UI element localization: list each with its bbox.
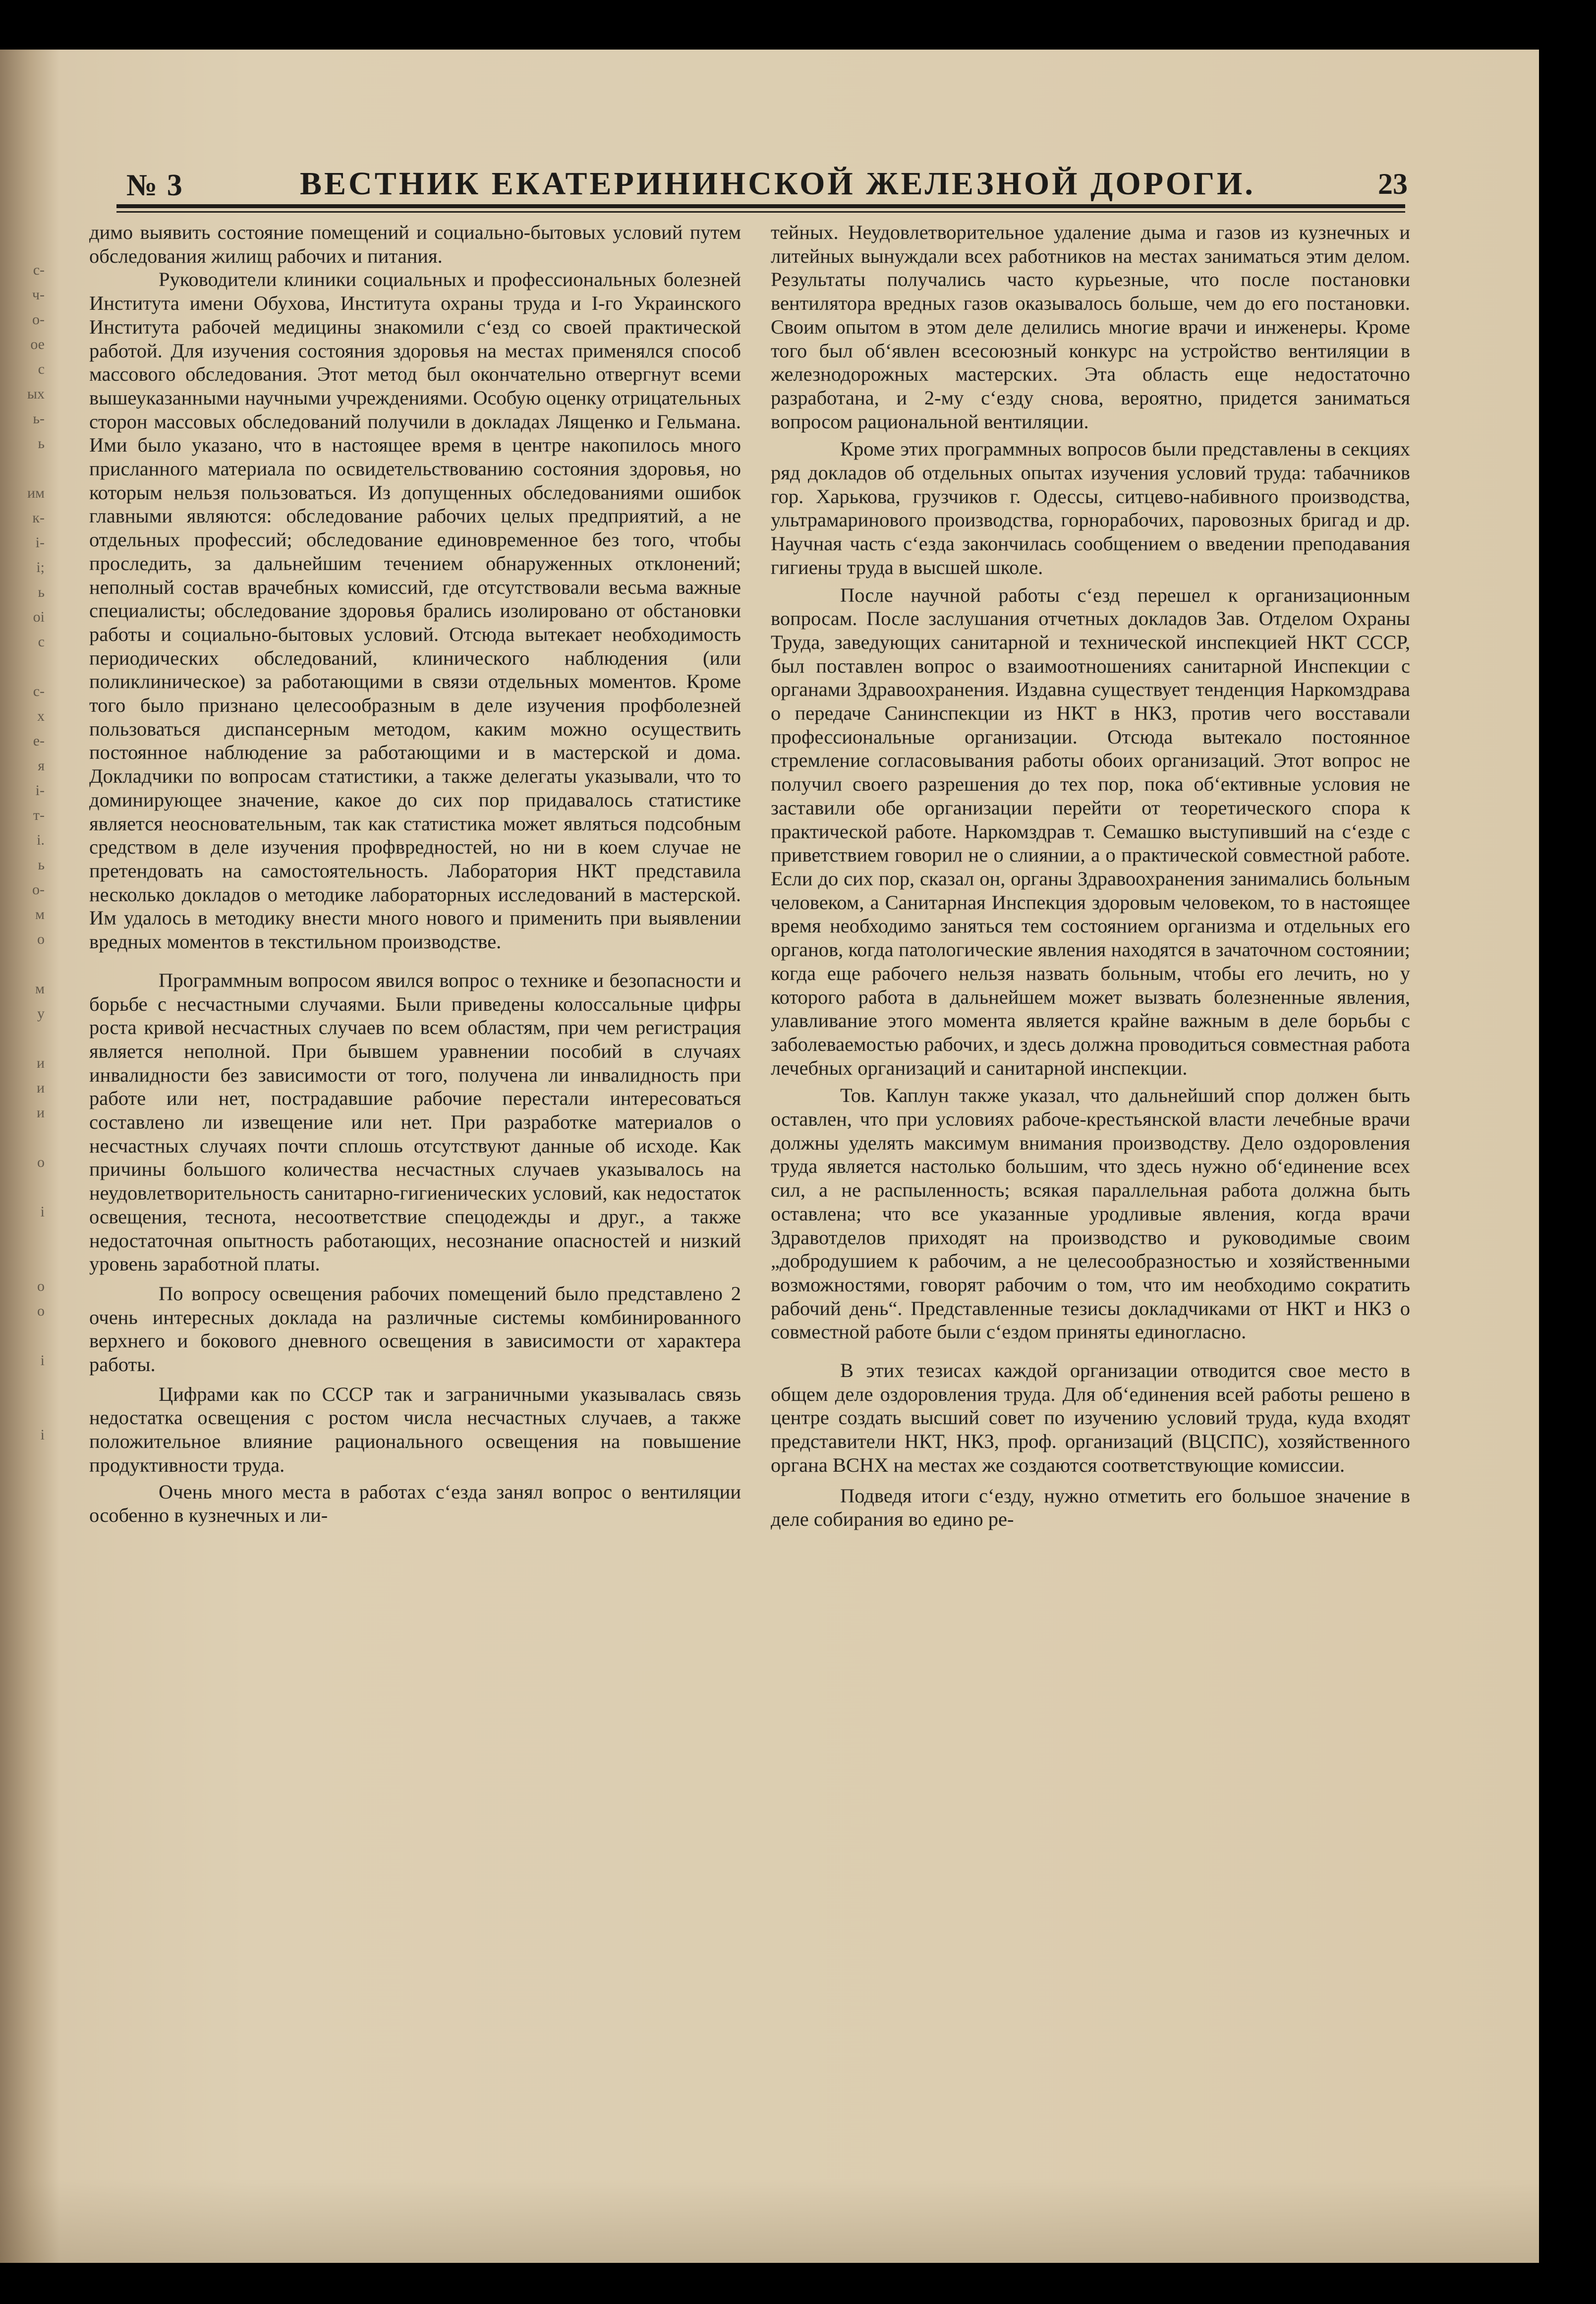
issue-number: № 3 (126, 169, 183, 202)
paragraph: Руководители клиники социальных и профессиональных болезней Института имени Обухова, Института охраны труда и I-го Украинского Института рабочей медицины знакомили с‘езд со своей практической работой. Для изучения состояния здоровья на местах применялся способ массового обследования. Этот метод был окончательно отвергнут всеми вышеуказанными научными учреждениями. Особую оценку отрицательных сторон массовых обследований получили в докладах Лященко и Гельмана. Ими было указано, что в настоящее время в центре накопилось много присланного материала по освидетельствованию состояния здоровья, но которым нельзя пользоваться. Из допущенных обследованиями ошибок главными являются: обследование рабочих целых предприятий, а не отдельных профессий; обследование единовременное без того, чтобы проследить, за дальнейшим течением обнаруженных отклонений; неполный состав врачебных комиссий, где отсутствовали весьма важные специалисты; обследование здоровья брались изолировано от обстановки работы и социально-бытовых условий. Отсюда вытекает необходимость периодических обследований, клинического наблюдения (или поликлиническое) за работающими в связи отдельных моментов. Кроме того было признано целесообразным в деле изучения профболезней пользоваться диспансерным методом, каким можно осуществить постоянное наблюдение за работающими и в мастерской и дома. Докладчики по вопросам статистики, а также делегаты указывали, что то доминирующее значение, какое до сих пор придавалось статистике является неосновательным, так как статистика может являться подсобным средством в деле изучения профвредностей, но ни в коем случае не претендовать на самостоятельность. Лаборатория НКТ представила несколько докладов о методике лабораторных исследований в мастерской. Им удалось в методику внести много нового и применить при выявлении вредных моментов в текстильном производстве. (89, 268, 741, 953)
paragraph: Цифрами как по СССР так и заграничными указывалась связь недостатка освещения с ростом числа несчастных случаев, а также положительное влияние рационального освещения на повышение продуктивности труда. (89, 1382, 741, 1476)
paragraph: тейных. Неудовлетворительное удаление дыма и газов из кузнечных и литейных вынуждали всех работников на местах заниматься этим делом. Результаты получались часто курьезные, что после постановки вентилятора вредных газов оказывалось больше, чем до его постановки. Своим опытом в этом деле делились многие врачи и инженеры. Кроме того был об‘явлен всесоюзный конкурс на устройство вентиляции в железнодорожных мастерских. Эта область еще недостаточно разработана, и 2-му с‘езду снова, вероятно, придется заниматься вопросом рациональной вентиляции. (771, 221, 1410, 433)
previous-page-edge: с- ч- о- ое с ых ь- ь им к- і- і; ь оі с с- х е- я і- т- і. ь о- м о м у и и и о і о о і і (27, 262, 45, 1443)
paragraph: Программным вопросом явился вопрос о технике и безопасности и борьбе с несчастными случаями. Были приведены колоссальные цифры роста кривой несчастных случаев по всем областям, при чем регистрация является неполной. При бывшем уравнении пособий в случаях инвалидности без зависимости от того, получена ли инвалидность при работе или нет, пострадавшие рабочие перестали интересоваться составлено ли извещение или нет. При разработке материалов о несчастных случаях почти сплошь отсутствуют данные об исходе. Как причины большого количества несчастных случаев указывалось на неудовлетворительность санитарно-гигиенических условий, как недостаток освещения, теснота, несоответствие спецодежды и друг., а также недостаточная опытность работающих, несознание опасностей и низкий уровень заработной платы. (89, 969, 741, 1275)
header-rule (116, 204, 1405, 208)
page-number: 23 (1378, 168, 1408, 200)
paragraph: В этих тезисах каждой организации отводится свое место в общем деле оздоровления труда. Для об‘единения всей работы решено в центре создать высший совет по изучению условий труда, куда входят представители НКТ, НКЗ, проф. организаций (ВЦСПС), хозяйственного органа ВСНХ на местах же создаются соответствующие комиссии. (771, 1359, 1410, 1476)
right-column (771, 221, 1410, 1531)
paragraph: димо выявить состояние помещений и социально-бытовых условий путем обследования жилищ рабочих и питания. (89, 221, 741, 267)
header-rule-thin (116, 211, 1405, 213)
publication-title: ВЕСТНИК ЕКАТЕРИНИНСКОЙ ЖЕЛЕЗНОЙ ДОРОГИ. (300, 166, 1255, 202)
paragraph: По вопросу освещения рабочих помещений было представлено 2 очень интересных доклада на различные системы комбинированного верхнего и бокового дневного освещения в зависимости от характера работы. (89, 1282, 741, 1376)
paragraph: Подведя итоги с‘езду, нужно отметить его большое значение в деле собирания во едино ре- (771, 1484, 1410, 1531)
page-header (126, 161, 1408, 206)
paper-stain (0, 2179, 1539, 2263)
left-column (89, 221, 741, 1527)
paragraph: Кроме этих программных вопросов были представлены в секциях ряд докладов об отдельных опытах изучения условий труда: табачников гор. Харькова, грузчиков г. Одессы, ситцево-набивного производства, ультрамаринового производства, горнорабочих, паровозных бригад и др. Научная часть с‘езда закончилась сообщением о введении преподавания гигиены труда в высшей школе. (771, 438, 1410, 578)
paragraph: Тов. Каплун также указал, что дальнейший спор должен быть оставлен, что при условиях рабоче-крестьянской власти лечебные врачи должны уделять максимум внимания производству. Дело оздоровления труда является настолько большим, что здесь нужно об‘единение всех сил, а не распыленность; всякая параллельная работа должна быть оставлена; что все указанные уродливые явления, когда врачи Здравотделов приходят на производство и руководимые своим „добродушием к рабочим, а не целесообразностью и хозяйственными возможностями, говорят рабочим о том, что им необходимо сократить рабочий день“. Представленные тезисы докладчиками от НКТ и НКЗ о совместной работе были с‘ездом приняты единогласно. (771, 1084, 1410, 1343)
paragraph: После научной работы с‘езд перешел к организационным вопросам. После заслушания отчетных докладов Зав. Отделом Охраны Труда, заведующих санитарной и технической инспекцией НКТ СССР, был поставлен вопрос о взаимоотношениях санитарной Инспекции с органами Здравоохранения. Издавна существует тенденция Наркомздрава о передаче Санинспекции из НКТ в НКЗ, против чего восставали профессиональные организации. Отсюда вытекало постоянное стремление согласовывания работы обоих организаций. Этот вопрос не получил своего разрешения до тех пор, пока об‘ективные условия не заставили обе организации перейти от теоретического спора к практической работе. Наркомздрав т. Семашко выступивший на с‘езде с приветствием говорил не о слиянии, а о практической совместной работе. Если до сих пор, сказал он, органы Здравоохранения занимались больным человеком, а Санитарная Инспекция здоровым человеком, то в настоящее время необходимо заняться тем состоянием организма и отдельных его органов, когда патологические явления находятся в зачаточном состоянии; когда еще рабочего нельзя назвать больным, чтобы его лечить, но у которого работа в дальнейшем может вызвать болезненные явления, улавливание этого момента является крайне важным в деле борьбы с заболеваемостью рабочих, и здесь должна проводиться совместная работа лечебных организаций и санитарной инспекции. (771, 583, 1410, 1079)
paragraph: Очень много места в работах с‘езда занял вопрос о вентиляции особенно в кузнечных и ли- (89, 1480, 741, 1527)
